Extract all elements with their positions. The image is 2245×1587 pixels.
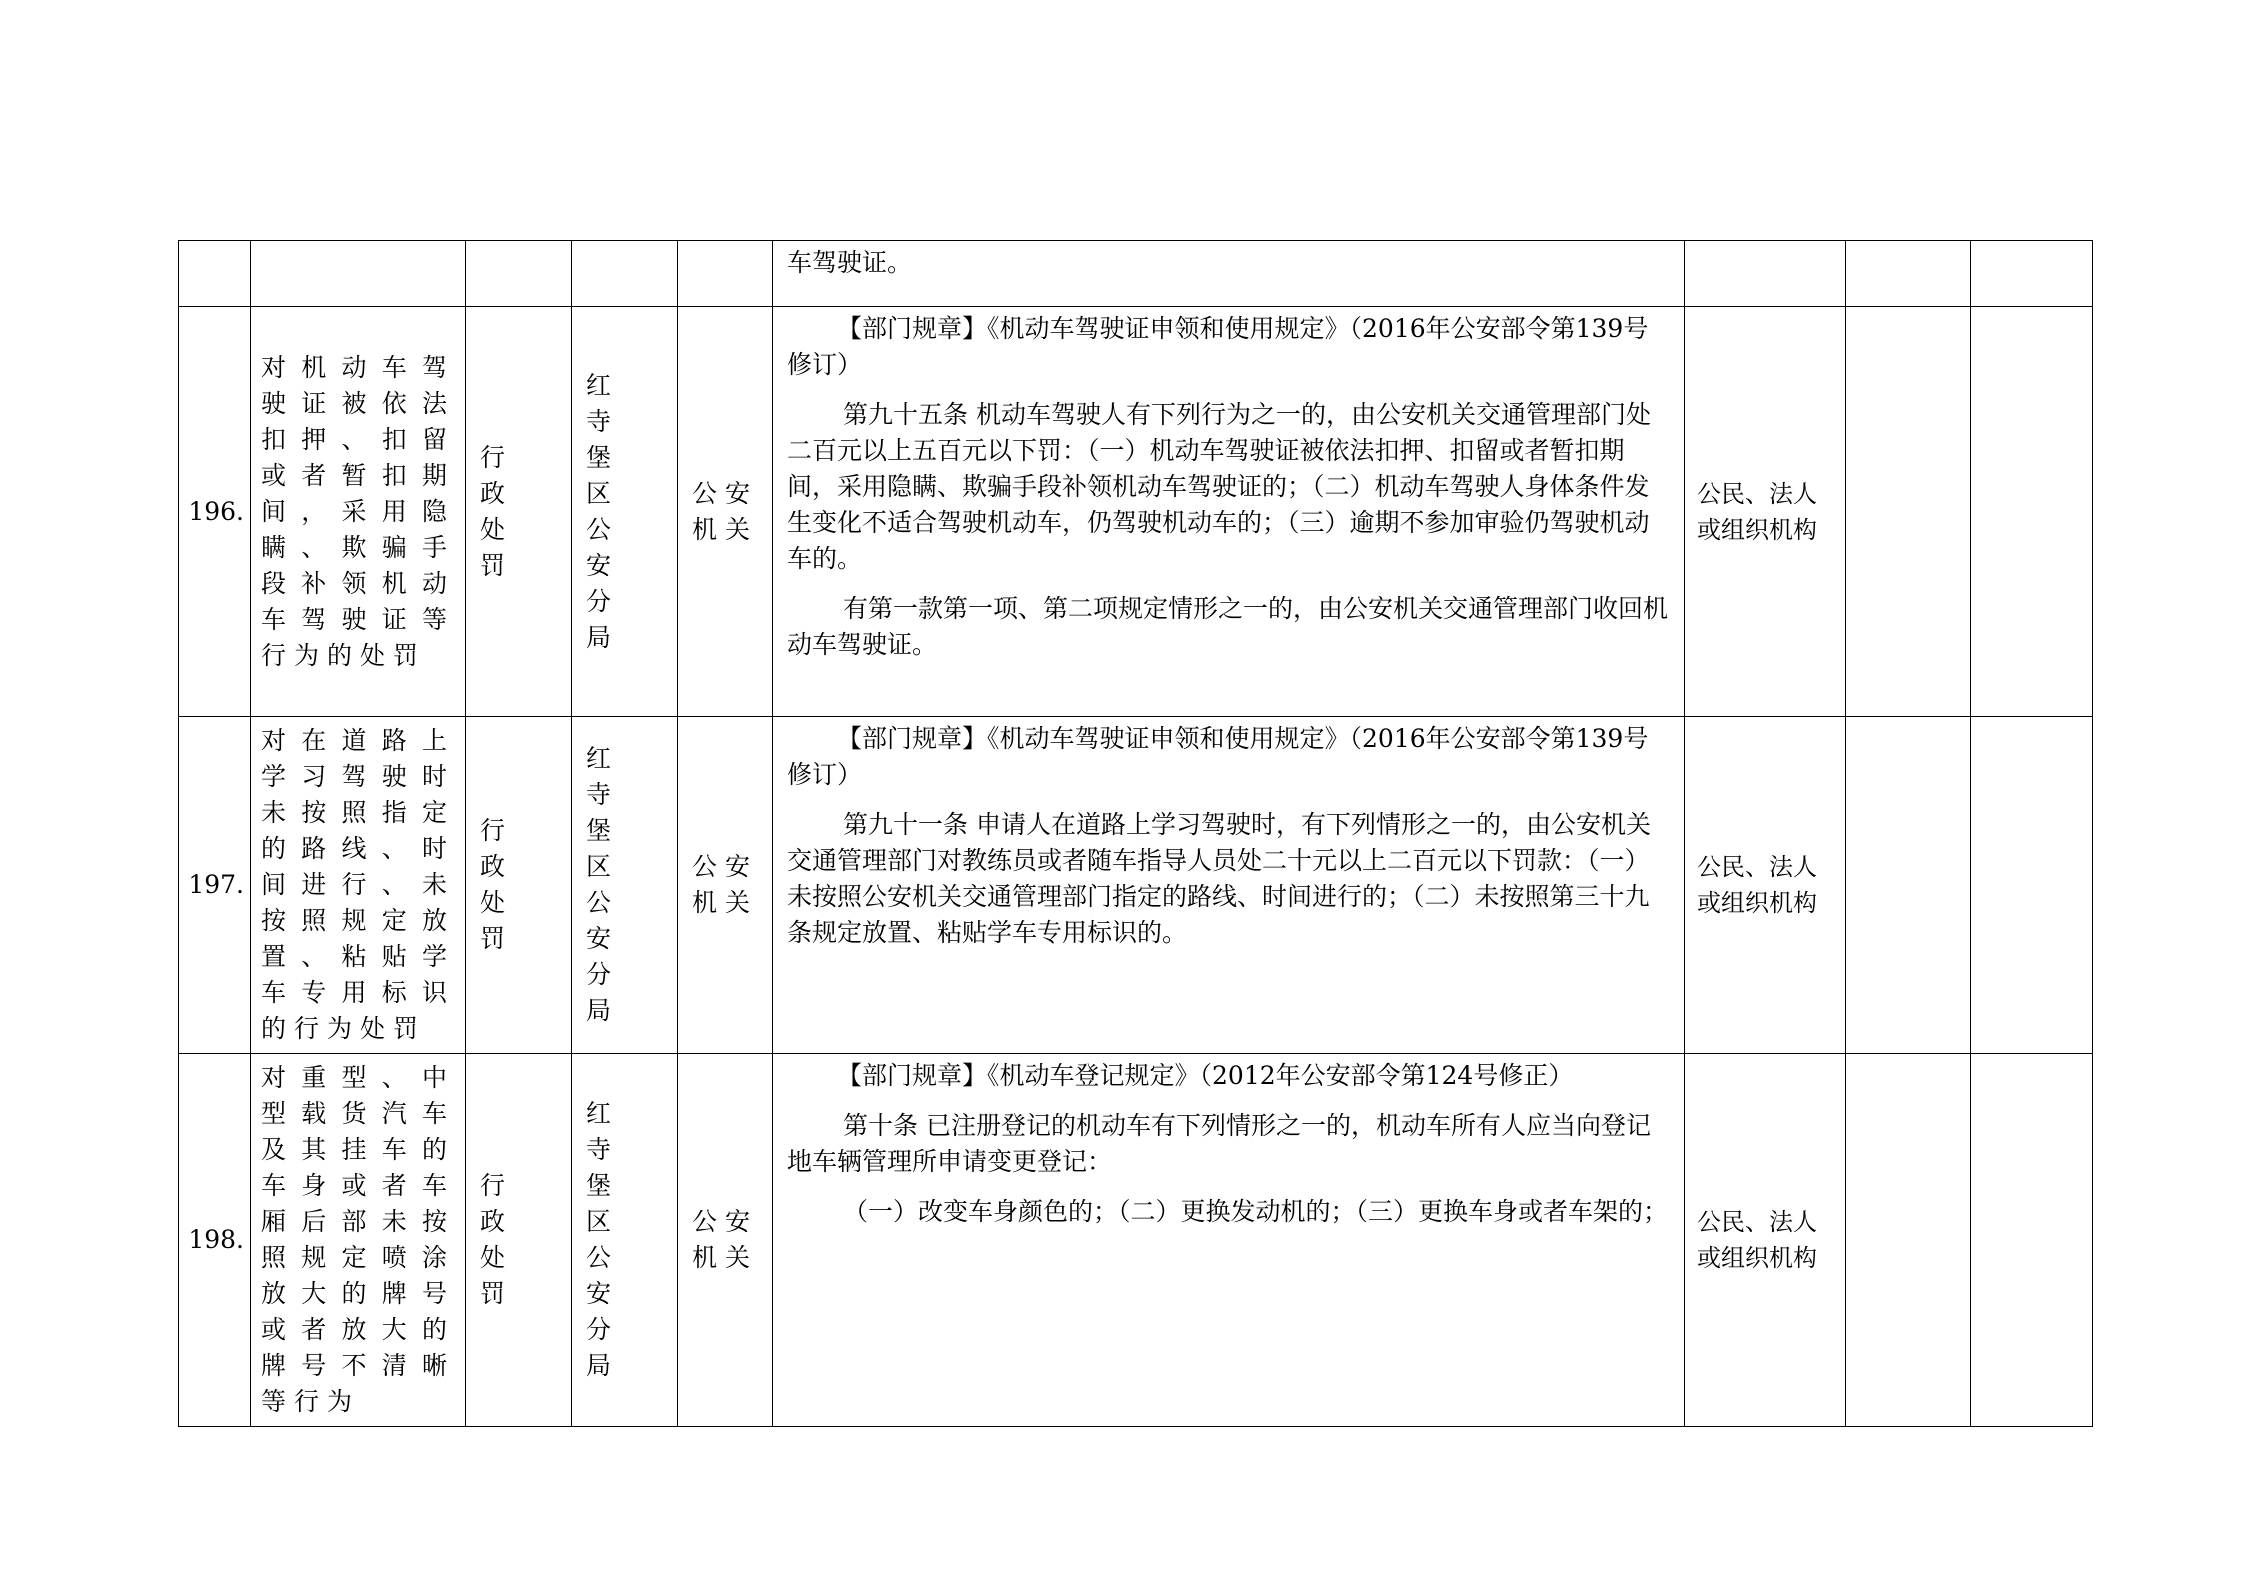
penalty-table bbox=[178, 240, 2093, 1427]
basis-heading: 【部门规章】《机动车登记规定》（2012年公安部令第124号修正） bbox=[837, 1061, 1574, 1090]
cell-empty bbox=[466, 241, 572, 307]
enforcement-body: 公安机关 bbox=[678, 717, 773, 1054]
table-row bbox=[179, 717, 2093, 1054]
legal-basis bbox=[773, 717, 1685, 1054]
table-row-continuation bbox=[179, 241, 2093, 307]
cell-empty bbox=[572, 241, 678, 307]
legal-basis bbox=[773, 307, 1685, 717]
cell-empty bbox=[1971, 241, 2093, 307]
basis-heading: 【部门规章】《机动车驾驶证申领和使用规定》（2016年公安部令第139号修订） bbox=[787, 724, 1649, 789]
cell-empty bbox=[179, 241, 251, 307]
row-number: 197. bbox=[179, 717, 251, 1054]
cell-empty bbox=[678, 241, 773, 307]
department: 红寺堡区公安分局 bbox=[572, 1054, 678, 1427]
cell-empty bbox=[1846, 241, 1971, 307]
cell-empty bbox=[1846, 1054, 1971, 1427]
basis-paragraph: 有第一款第一项、第二项规定情形之一的，由公安机关交通管理部门收回机动车驾驶证。 bbox=[787, 594, 1669, 659]
item-name: 对重型、中型载货汽车及其挂车的车身或者车厢后部未按照规定喷涂放大的牌号或者放大的牌号不清晰等行为 bbox=[251, 1054, 466, 1427]
cell-empty bbox=[1846, 717, 1971, 1054]
target-object: 公民、法人或组织机构 bbox=[1685, 1054, 1846, 1427]
basis-paragraph: （一）改变车身颜色的；（二）更换发动机的；（三）更换车身或者车架的； bbox=[843, 1197, 1669, 1226]
cell-empty bbox=[1971, 1054, 2093, 1427]
basis-paragraph: 第九十五条 机动车驾驶人有下列行为之一的，由公安机关交通管理部门处二百元以上五百元以下罚：（一）机动车驾驶证被依法扣押、扣留或者暂扣期间，采用隐瞒、欺骗手段补领机动车驾驶证的；（二）机动车驾驶人身体条件发生变化不适合驾驶机动车，仍驾驶机动车的；（三）逾期不参加审验仍驾驶机动车的。 bbox=[787, 400, 1651, 573]
basis-tail-text: 车驾驶证。 bbox=[787, 248, 913, 277]
basis-heading: 【部门规章】《机动车驾驶证申领和使用规定》（2016年公安部令第139号修订） bbox=[787, 314, 1649, 379]
target-object: 公民、法人或组织机构 bbox=[1685, 307, 1846, 717]
penalty-type: 行政处罚 bbox=[466, 717, 572, 1054]
target-object: 公民、法人或组织机构 bbox=[1685, 717, 1846, 1054]
cell-empty bbox=[1971, 717, 2093, 1054]
item-name: 对在道路上学习驾驶时未按照指定的路线、时间进行、未按照规定放置、粘贴学车专用标识的行为处罚 bbox=[251, 717, 466, 1054]
penalty-type: 行政处罚 bbox=[466, 307, 572, 717]
cell-empty bbox=[1971, 307, 2093, 717]
table-row bbox=[179, 1054, 2093, 1427]
row-number: 198. bbox=[179, 1054, 251, 1427]
basis-paragraph: 第九十一条 申请人在道路上学习驾驶时，有下列情形之一的，由公安机关交通管理部门对教练员或者随车指导人员处二十元以上二百元以下罚款：（一）未按照公安机关交通管理部门指定的路线、时间进行的；（二）未按照第三十九条规定放置、粘贴学车专用标识的。 bbox=[787, 810, 1651, 947]
row-number: 196. bbox=[179, 307, 251, 717]
legal-basis bbox=[773, 1054, 1685, 1427]
cell-empty bbox=[251, 241, 466, 307]
cell-empty bbox=[1846, 307, 1971, 717]
basis-cell bbox=[773, 241, 1685, 307]
department: 红寺堡区公安分局 bbox=[572, 307, 678, 717]
enforcement-body: 公安机关 bbox=[678, 307, 773, 717]
table-row bbox=[179, 307, 2093, 717]
enforcement-body: 公安机关 bbox=[678, 1054, 773, 1427]
cell-empty bbox=[1685, 241, 1846, 307]
basis-paragraph: 第十条 已注册登记的机动车有下列情形之一的，机动车所有人应当向登记地车辆管理所申请变更登记： bbox=[787, 1111, 1651, 1176]
department: 红寺堡区公安分局 bbox=[572, 717, 678, 1054]
penalty-type: 行政处罚 bbox=[466, 1054, 572, 1427]
item-name: 对机动车驾驶证被依法扣押、扣留或者暂扣期间，采用隐瞒、欺骗手段补领机动车驾驶证等行为的处罚 bbox=[251, 307, 466, 717]
